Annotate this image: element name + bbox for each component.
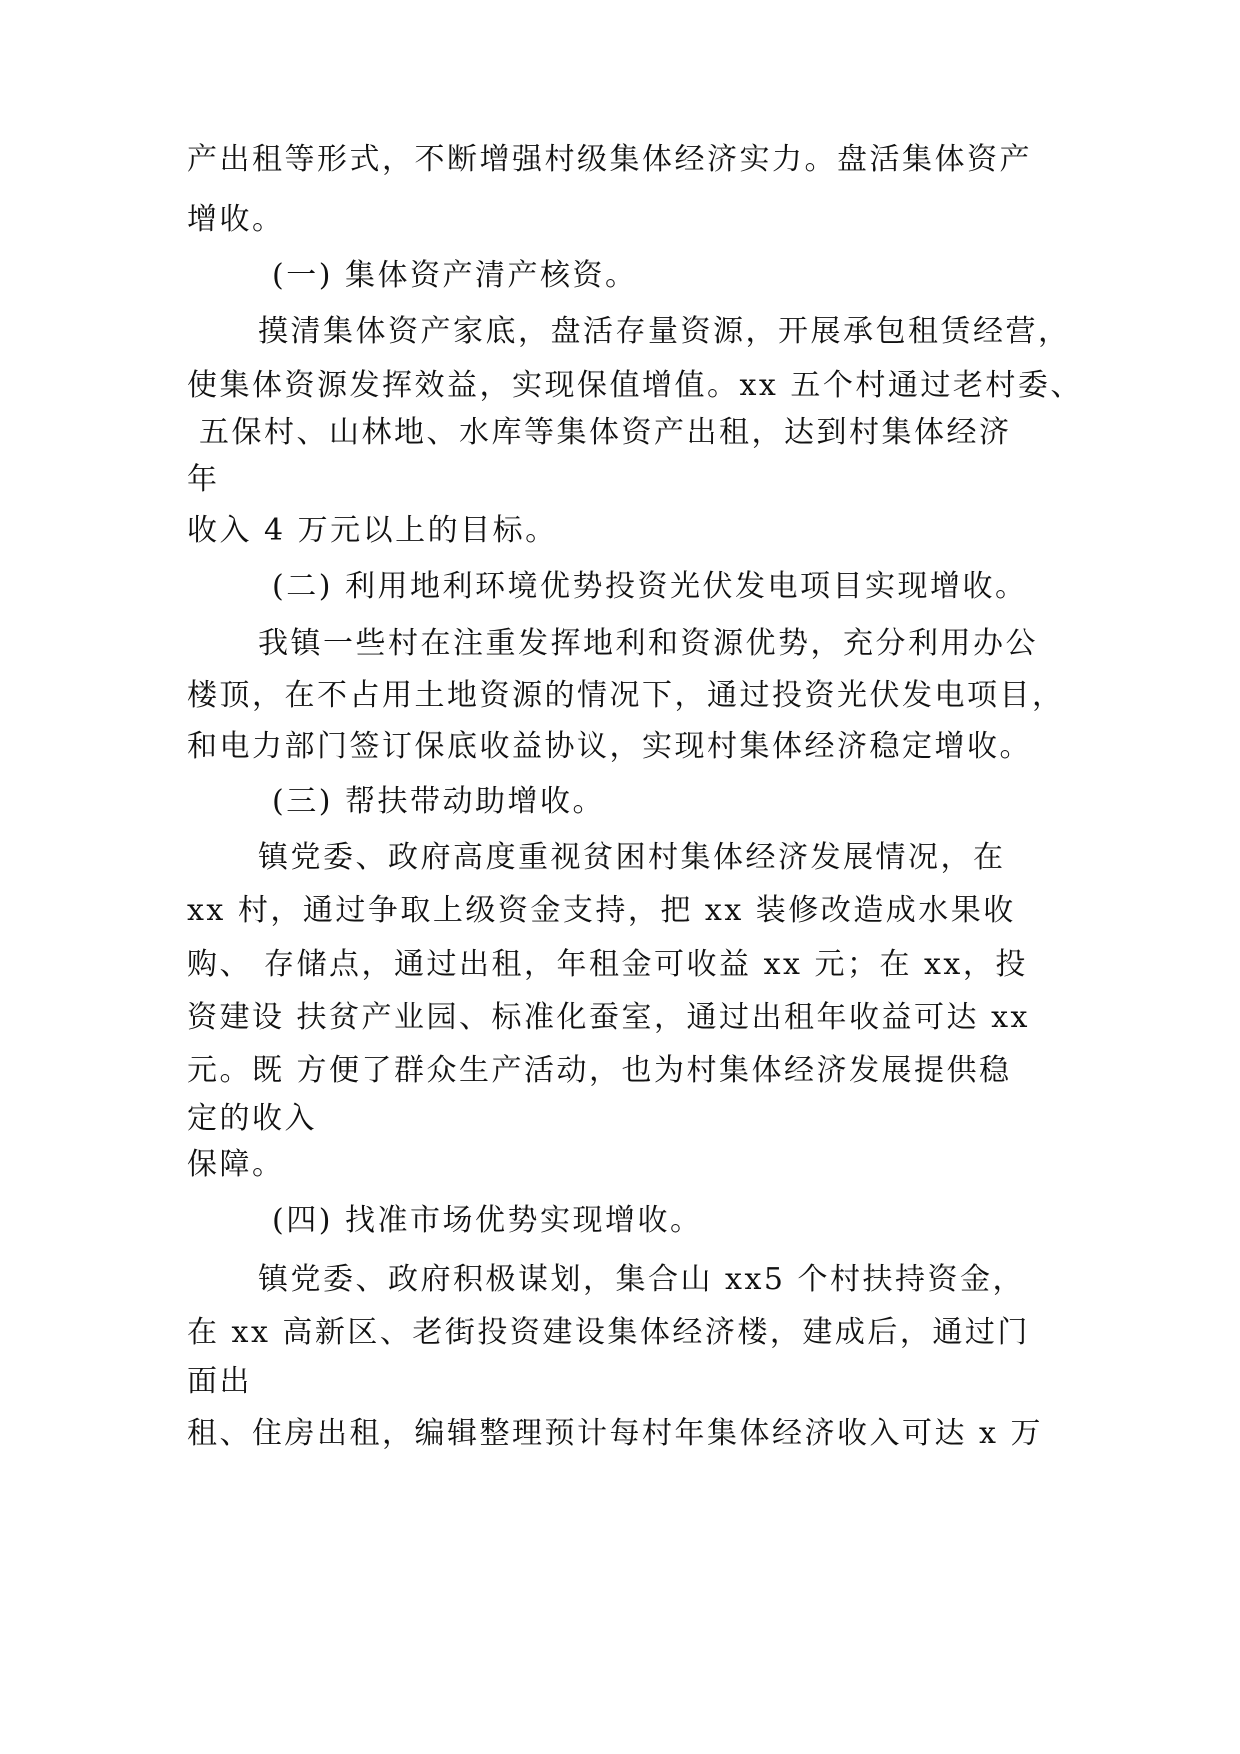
section-heading-1: (一) 集体资产清产核资。: [272, 258, 638, 293]
body-line: 年: [187, 462, 220, 497]
body-line: 收入 4 万元以上的目标。: [187, 513, 558, 548]
body-line: 资建设 扶贫产业园、标准化蚕室，通过出租年收益可达 xx: [187, 1000, 1030, 1035]
body-line: xx 村，通过争取上级资金支持，把 xx 装修改造成水果收: [187, 893, 1016, 928]
body-line: 和电力部门签订保底收益协议，实现村集体经济稳定增收。: [187, 729, 1032, 764]
body-line: 增收。: [187, 202, 285, 237]
section-heading-3: (三) 帮扶带动助增收。: [272, 784, 605, 819]
body-line: 镇党委、政府积极谋划，集合山 xx5 个村扶持资金，: [258, 1262, 1025, 1297]
body-line: 在 xx 高新区、老街投资建设集体经济楼，建成后，通过门: [187, 1315, 1030, 1350]
section-heading-2: (二) 利用地利环境优势投资光伏发电项目实现增收。: [272, 569, 1028, 604]
body-line: 楼顶，在不占用土地资源的情况下，通过投资光伏发电项目，: [187, 678, 1065, 713]
body-line: 镇党委、政府高度重视贫困村集体经济发展情况，在: [258, 840, 1006, 875]
section-heading-4: (四) 找准市场优势实现增收。: [272, 1203, 703, 1238]
body-line: 面出: [187, 1364, 252, 1399]
body-line: 元。既 方便了群众生产活动，也为村集体经济发展提供稳: [187, 1053, 1012, 1088]
body-line: 购、 存储点，通过出租，年租金可收益 xx 元；在 xx，投: [187, 947, 1028, 982]
body-line: 摸清集体资产家底，盘活存量资源，开展承包租赁经营，: [258, 314, 1071, 349]
body-line: 使集体资源发挥效益，实现保值增值。xx 五个村通过老村委、: [187, 368, 1083, 403]
body-line: 产出租等形式，不断增强村级集体经济实力。盘活集体资产: [187, 142, 1032, 177]
body-line: 五保村、山林地、水库等集体资产出租，达到村集体经济: [187, 415, 1012, 450]
body-line: 定的收入: [187, 1101, 317, 1136]
body-line: 我镇一些村在注重发挥地利和资源优势，充分利用办公: [258, 626, 1038, 661]
body-line: 保障。: [187, 1147, 285, 1182]
body-line: 租、住房出租，编辑整理预计每村年集体经济收入可达 x 万: [187, 1416, 1043, 1451]
